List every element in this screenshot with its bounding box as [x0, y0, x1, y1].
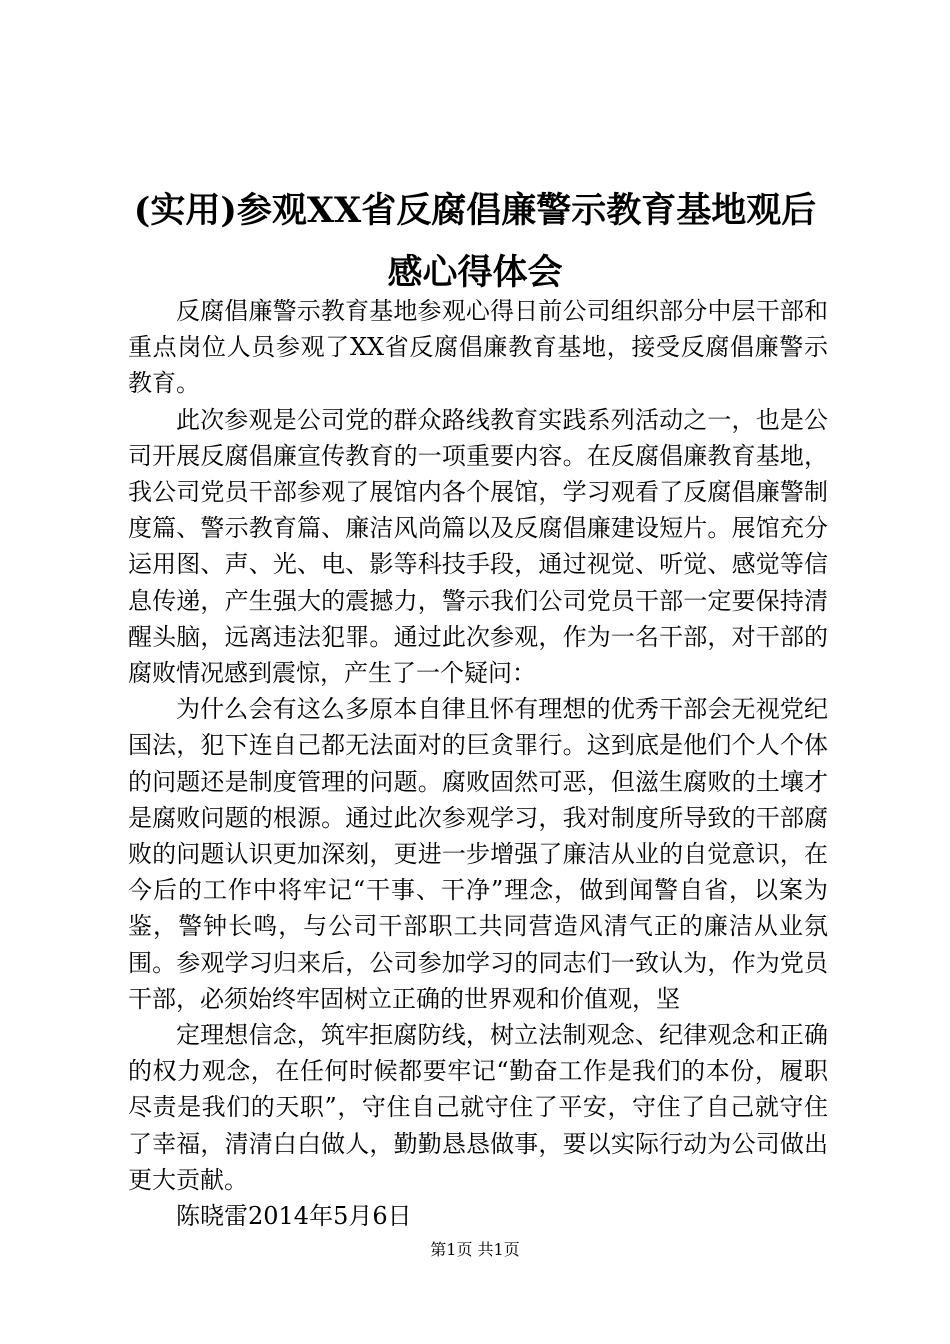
page-number: 第1页 共1页 — [430, 1240, 520, 1259]
paragraph: 此次参观是公司党的群众路线教育实践系列活动之一，也是公司开展反腐倡廉宣传教育的一项重要内容。在反腐倡廉教育基地，我公司党员干部参观了展馆内各个展馆，学习观看了反腐倡廉警制度篇、警示教育篇、廉洁风尚篇以及反腐倡廉建设短片。展馆充分运用图、声、光、电、影等科技手段，通过视觉、听觉、感觉等信息传递，产生强大的震撼力，警示我们公司党员干部一定要保持清醒头脑，远离违法犯罪。通过此次参观，作为一名干部，对干部的腐败情况感到震惊，产生了一个疑问： — [128, 405, 828, 688]
paragraph: 反腐倡廉警示教育基地参观心得日前公司组织部分中层干部和重点岗位人员参观了XX省反腐倡廉教育基地，接受反腐倡廉警示教育。 — [128, 297, 828, 398]
page-footer — [0, 1240, 950, 1260]
title-line-2: 感心得体会 — [387, 252, 563, 293]
document-title — [100, 180, 850, 304]
paragraph: 为什么会有这么多原本自律且怀有理想的优秀干部会无视党纪国法，犯下连自己都无法面对的巨贪罪行。这到底是他们个人个体的问题还是制度管理的问题。腐败固然可恶，但滋生腐败的土壤才是腐败问题的根源。通过此次参观学习，我对制度所导致的干部腐败的问题认识更加深刻，更进一步增强了廉洁从业的自觉意识，在今后的工作中将牢记“干事、干净”理念，做到闻警自省，以案为鉴，警钟长鸣，与公司干部职工共同营造风清气正的廉洁从业氛围。参观学习归来后，公司参加学习的同志们一致认为，作为党员干部，必须始终牢固树立正确的世界观和价值观，坚 — [128, 695, 828, 1013]
signature-line: 陈晓雷2014年5月6日 — [176, 1202, 412, 1231]
document-body — [128, 293, 828, 1234]
paragraph: 定理想信念，筑牢拒腐防线，树立法制观念、纪律观念和正确的权力观念，在任何时候都要牢记“勤奋工作是我们的本份，履职尽责是我们的天职”，守住自己就守住了平安，守住了自己就守住了幸福，清清白白做人，勤勤恳恳做事，要以实际行动为公司做出更大贡献。 — [128, 1021, 828, 1194]
title-line-1: (实用)参观XX省反腐倡廉警示教育基地观后 — [133, 190, 817, 231]
